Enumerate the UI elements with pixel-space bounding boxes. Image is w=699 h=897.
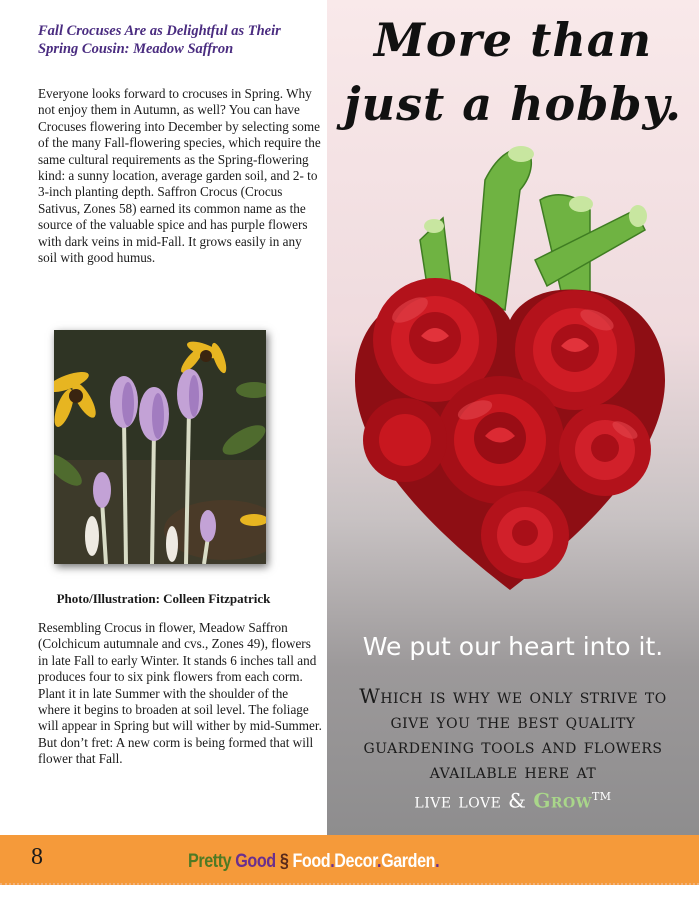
- crocus-photo: [54, 330, 266, 564]
- footer-brand-food: Food: [292, 851, 331, 872]
- page-number: 8: [31, 844, 43, 870]
- ad-body-line-3: guardening tools and flowers: [363, 734, 663, 758]
- ad-tagline: We put our heart into it.: [362, 632, 664, 661]
- ad-headline-line-2: just a hobby.: [344, 77, 682, 131]
- footer-brand-pretty: Pretty: [188, 851, 236, 872]
- footer-brand-dot-3: .: [435, 851, 440, 872]
- advertisement-panel: [327, 0, 699, 835]
- footer-brand-dot-2: .: [377, 851, 382, 872]
- ad-body-line-1: Which is why we only strive to: [359, 684, 667, 708]
- footer-brand-decor: Decor: [334, 851, 378, 872]
- footer-brand: [188, 851, 439, 873]
- ad-brand-prefix: live love &: [414, 788, 534, 813]
- article-column: [0, 0, 327, 835]
- heart-roses-illustration: [335, 140, 685, 610]
- ad-brand-trademark: TM: [591, 790, 612, 803]
- photo-credit: Photo/Illustration: Colleen Fitzpatrick: [56, 591, 271, 606]
- ad-headline-line-1: More than: [373, 13, 653, 67]
- footer-brand-dot-1: .: [330, 851, 335, 872]
- ad-body-line-4: available here at: [429, 759, 597, 783]
- ad-headline: [327, 8, 699, 136]
- article-paragraph-1: Everyone looks forward to crocuses in Spring. Why not enjoy them in Autumn, as well? You can have Crocuses flowering into December by selecting some of the many Fall-flowering species, which require the same cultural requirements as the Spring-flowering kind: a sunny location, average garden soil, and 2- to 3-inch planting depth. Saffron Crocus (Crocus Sativus, Zones 58) earned its common name as the source of the valuable spice and has purple flowers with dark veins in mid-Fall. It grows easily in any soil with good humus.: [38, 86, 321, 266]
- ad-brand: [327, 784, 699, 814]
- ad-body-text: [327, 684, 699, 814]
- page-footer: [0, 835, 699, 885]
- article-title: Fall Crocuses Are as Delightful as Their Spring Cousin: Meadow Saffron: [38, 23, 281, 57]
- ad-brand-grow: Grow: [533, 788, 592, 813]
- footer-brand-good: Good: [235, 851, 276, 872]
- footer-brand-separator: §: [275, 851, 293, 872]
- footer-brand-garden: Garden: [381, 851, 436, 872]
- ad-body-line-2: give you the best quality: [390, 709, 636, 733]
- article-paragraph-2: Resembling Crocus in flower, Meadow Saffron (Colchicum autumnale and cvs., Zones 49), flowers in late Fall to early Winter. It stands 6 inches tall and produces four to six pink flowers from each corm. Plant it in late Summer with the shoulder of the where it begins to broaden at soil level. The foliage will appear in Spring but will wither by mid-Summer. But don’t fret: A new corm is being formed that will flower that Fall.: [38, 620, 322, 767]
- footer-dotted-rule: [0, 883, 699, 885]
